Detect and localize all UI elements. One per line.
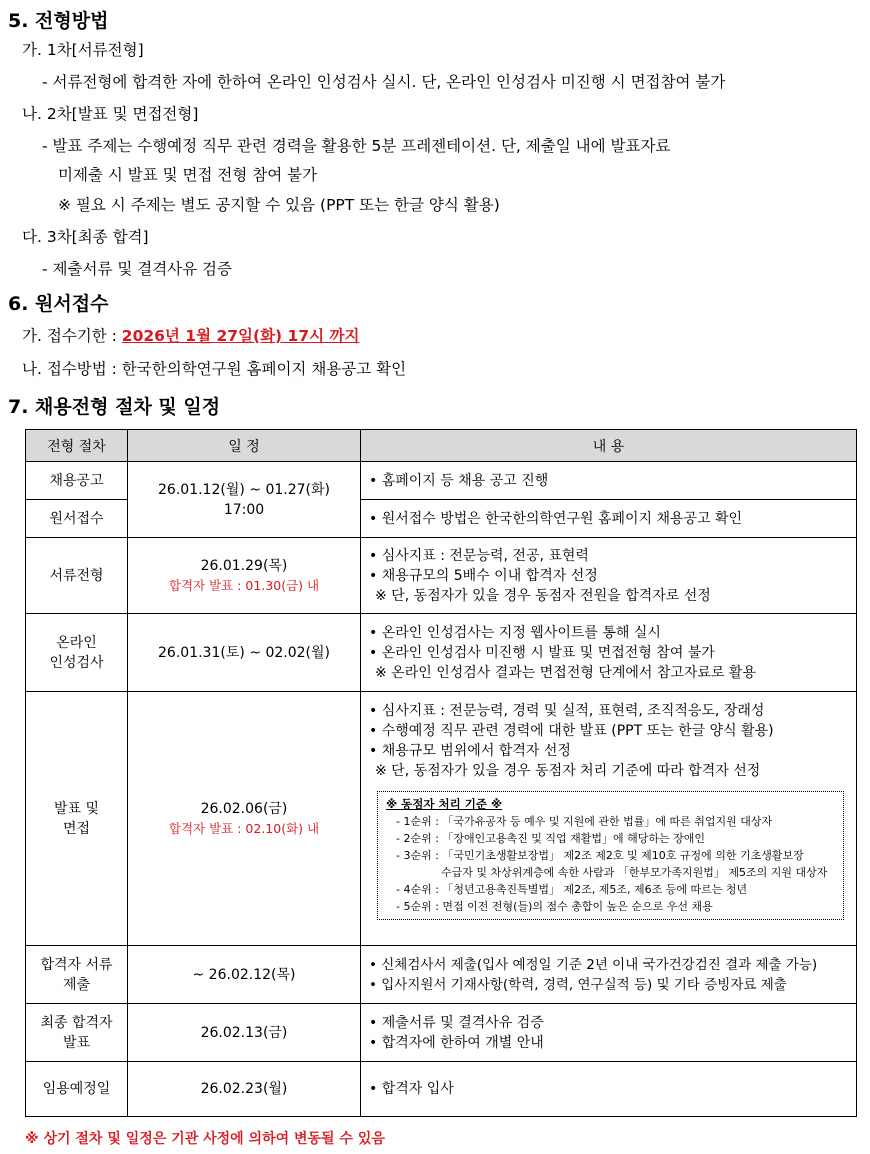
stage-cell: 채용공고 <box>26 462 128 500</box>
table-row <box>26 946 857 1004</box>
section-5-title: 5. 전형방법 <box>8 10 109 32</box>
sec5-item-c: 다. 3차[최종 합격] <box>22 228 149 246</box>
content-line: • 채용규모 범위에서 합격자 선정 <box>369 743 571 759</box>
stage-line: 합격자 서류 <box>40 956 113 973</box>
result-announce-note: 합격자 발표 : 02.10(화) 내 <box>168 820 320 836</box>
content-note: ※ 단, 동점자가 있을 경우 동점자 처리 기준에 따라 합격자 선정 <box>375 763 761 779</box>
content-line: • 수행예정 직무 관련 경력에 대한 발표 (PPT 또는 한글 양식 활용) <box>369 723 774 739</box>
content-line: • 합격자에 한하여 개별 안내 <box>369 1034 544 1051</box>
table-row <box>26 1062 857 1117</box>
stage-line: 최종 합격자 <box>40 1014 113 1031</box>
date-cell <box>128 692 361 946</box>
header-content: 내 용 <box>361 430 857 462</box>
date-cell <box>128 462 361 538</box>
content-cell <box>361 1004 857 1062</box>
sec5-item-b: 나. 2차[발표 및 면접전형] <box>22 105 199 123</box>
sec5-item-b2: 미제출 시 발표 및 면접 전형 참여 불가 <box>58 166 318 184</box>
sec6-method: 나. 접수방법 : 한국한의학연구원 홈페이지 채용공고 확인 <box>22 360 407 378</box>
content-cell: • 원서접수 방법은 한국한의학연구원 홈페이지 채용공고 확인 <box>361 500 857 538</box>
tie-break-rule: - 3순위 : 「국민기초생활보장법」 제2조 제2호 및 제10호 규정에 의한 기초생활보장 <box>396 849 804 862</box>
stage-cell: 서류전형 <box>26 538 128 614</box>
content-line: • 심사지표 : 전문능력, 전공, 표현력 <box>369 547 589 564</box>
stage-line: 제출 <box>62 976 91 993</box>
section-7-title: 7. 채용전형 절차 및 일정 <box>8 396 221 418</box>
stage-line: 온라인 <box>56 634 97 651</box>
tie-break-rule: - 5순위 : 면접 이전 전형(들)의 점수 총합이 높은 순으로 우선 채용 <box>396 900 713 913</box>
date-cell <box>128 538 361 614</box>
table-row <box>26 692 857 946</box>
content-line: • 제출서류 및 결격사유 검증 <box>369 1014 544 1031</box>
date-text: 26.02.06(금) <box>200 800 288 817</box>
sec5-item-b1: - 발표 주제는 수행예정 직무 관련 경력을 활용한 5분 프레젠테이션. 단, 제출일 내에 발표자료 <box>42 137 671 155</box>
schedule-table <box>25 429 857 1117</box>
content-cell <box>361 692 857 946</box>
table-row <box>26 614 857 692</box>
tie-break-title: ※ 동점자 처리 기준 ※ <box>386 797 503 811</box>
footnote: ※ 상기 절차 및 일정은 기관 사정에 의하여 변동될 수 있음 <box>25 1131 385 1147</box>
sec5-item-b3: ※ 필요 시 주제는 별도 공지할 수 있음 (PPT 또는 한글 양식 활용) <box>58 196 500 214</box>
tie-break-rule: - 4순위 : 「청년고용촉진특별법」 제2조, 제5조, 제6조 등에 따르는 청년 <box>396 883 748 896</box>
content-line: • 입사지원서 기재사항(학력, 경력, 연구실적 등) 및 기타 증빙자료 제출 <box>369 976 787 993</box>
result-announce-note: 합격자 발표 : 01.30(금) 내 <box>168 577 320 593</box>
date-text: 26.01.29(목) <box>200 557 288 574</box>
stage-line: 발표 및 <box>53 800 100 817</box>
content-line: • 신체검사서 제출(입사 예정일 기준 2년 이내 국가건강검진 결과 제출 가능) <box>369 956 818 973</box>
date-text: 26.01.12(월) ~ 01.27(화) <box>158 481 330 498</box>
stage-line: 발표 <box>62 1034 91 1051</box>
table-row <box>26 538 857 614</box>
content-note: ※ 온라인 인성검사 결과는 면접전형 단계에서 참고자료로 활용 <box>375 664 756 681</box>
stage-cell: 원서접수 <box>26 500 128 538</box>
content-note: ※ 단, 동점자가 있을 경우 동점자 전원을 합격자로 선정 <box>375 587 711 604</box>
content-line: • 온라인 인성검사 미진행 시 발표 및 면접전형 참여 불가 <box>369 644 715 661</box>
stage-cell: 임용예정일 <box>26 1062 128 1117</box>
date-cell: 26.02.13(금) <box>128 1004 361 1062</box>
header-stage: 전형 절차 <box>26 430 128 462</box>
tie-break-rule-cont: 수급자 및 차상위계층에 속한 사람과 「한부모가족지원법」 제5조의 지원 대상자 <box>441 866 828 879</box>
section-6-title: 6. 원서접수 <box>8 293 109 315</box>
date-cell: 26.01.31(토) ~ 02.02(월) <box>128 614 361 692</box>
stage-line: 면접 <box>62 820 91 837</box>
table-row <box>26 1004 857 1062</box>
stage-cell <box>26 614 128 692</box>
sec5-item-a: 가. 1차[서류전형] <box>22 41 144 59</box>
sec5-item-a1: - 서류전형에 합격한 자에 한하여 온라인 인성검사 실시. 단, 온라인 인성검사 미진행 시 면접참여 불가 <box>42 73 726 91</box>
header-schedule: 일 정 <box>128 430 361 462</box>
stage-cell <box>26 946 128 1004</box>
table-header-row <box>26 430 857 462</box>
tie-break-box <box>377 791 844 920</box>
content-cell <box>361 614 857 692</box>
content-cell <box>361 538 857 614</box>
content-line: • 온라인 인성검사는 지정 웹사이트를 통해 실시 <box>369 624 661 641</box>
tie-break-rule: - 1순위 : 「국가유공자 등 예우 및 지원에 관한 법률」에 따른 취업지원 대상자 <box>396 815 773 828</box>
content-cell: • 홈페이지 등 채용 공고 진행 <box>361 462 857 500</box>
stage-cell <box>26 692 128 946</box>
stage-cell <box>26 1004 128 1062</box>
sec5-item-c1: - 제출서류 및 결격사유 검증 <box>42 260 233 278</box>
stage-line: 인성검사 <box>49 654 104 671</box>
content-line: • 채용규모의 5배수 이내 합격자 선정 <box>369 567 598 584</box>
table-row <box>26 462 857 500</box>
date-time: 17:00 <box>223 501 265 518</box>
date-cell: ~ 26.02.12(목) <box>128 946 361 1004</box>
content-cell <box>361 946 857 1004</box>
sec6-deadline-label: 가. 접수기한 : <box>22 327 122 345</box>
sec6-deadline-value: 2026년 1월 27일(화) 17시 까지 <box>121 327 360 345</box>
content-line: • 심사지표 : 전문능력, 경력 및 실적, 표현력, 조직적응도, 장래성 <box>369 703 765 719</box>
content-cell: • 합격자 입사 <box>361 1062 857 1117</box>
tie-break-rule: - 2순위 : 「장애인고용촉진 및 직업 재활법」에 해당하는 장애인 <box>396 832 706 845</box>
date-cell: 26.02.23(월) <box>128 1062 361 1117</box>
sec6-deadline-row <box>22 324 359 346</box>
